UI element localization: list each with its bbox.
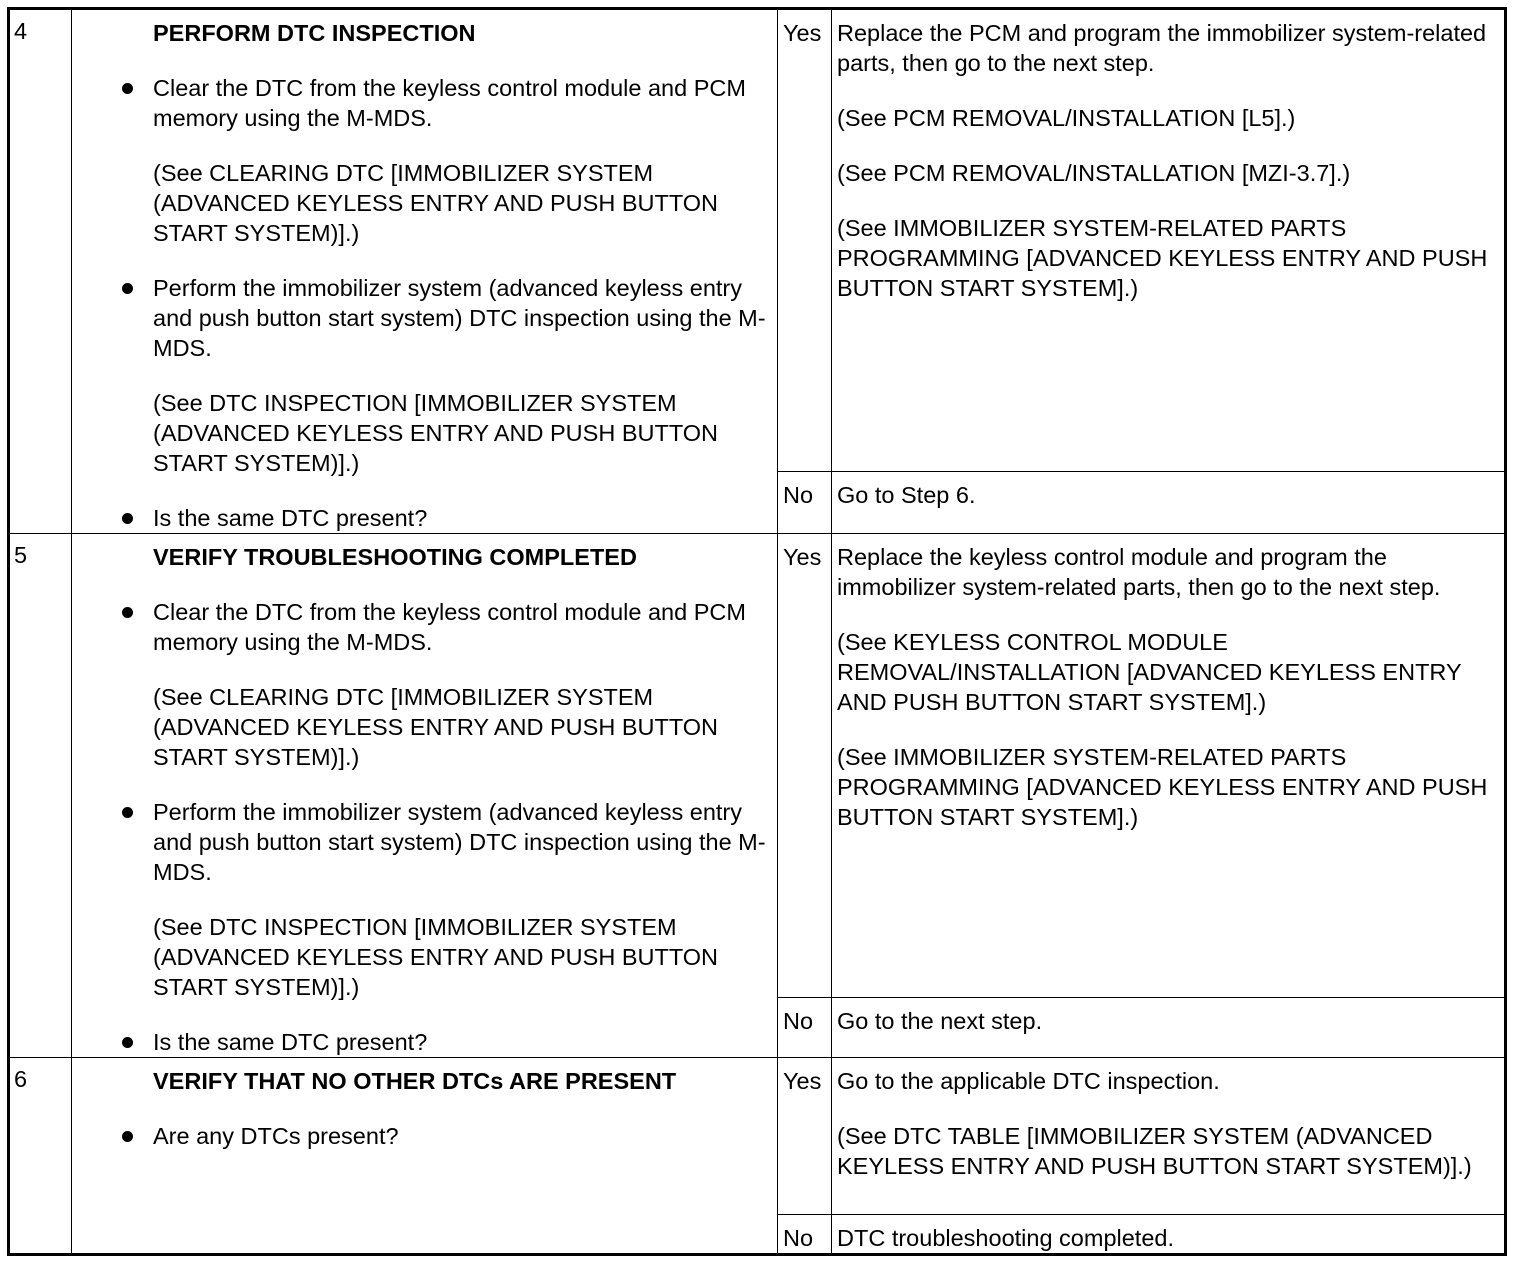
reference-link[interactable]: (See IMMOBILIZER SYSTEM-RELATED PARTS PROGRAMMING [ADVANCED KEYLESS ENTRY AND PUSH BUTTON START SYSTEM].) xyxy=(837,215,1488,301)
step-heading: VERIFY THAT NO OTHER DTCs ARE PRESENT xyxy=(153,1068,677,1094)
result-instruction: Go to the applicable DTC inspection. xyxy=(837,1068,1220,1094)
step-heading: PERFORM DTC INSPECTION xyxy=(153,20,476,46)
step-question: Is the same DTC present? xyxy=(153,503,767,533)
bullet-item: Clear the DTC from the keyless control module and PCM memory using the M-MDS. xyxy=(153,597,767,657)
step-6-row xyxy=(9,1058,1506,1215)
bullet-item: Clear the DTC from the keyless control module and PCM memory using the M-MDS. xyxy=(153,73,767,133)
yes-result xyxy=(832,1058,1506,1215)
yes-result xyxy=(832,9,1506,472)
yes-label: Yes xyxy=(778,534,832,998)
result-instruction: Replace the keyless control module and program the immobilizer system-related parts, then go to the next step. xyxy=(837,544,1441,600)
no-label: No xyxy=(778,472,832,534)
reference-link[interactable]: (See DTC INSPECTION [IMMOBILIZER SYSTEM (ADVANCED KEYLESS ENTRY AND PUSH BUTTON START SYSTEM)].) xyxy=(153,390,719,476)
step-action-cell xyxy=(72,534,778,1058)
no-label: No xyxy=(778,1215,832,1255)
diagnostic-procedure-table xyxy=(7,7,1507,1256)
step-heading: VERIFY TROUBLESHOOTING COMPLETED xyxy=(153,544,637,570)
reference-link[interactable]: (See PCM REMOVAL/INSTALLATION [MZI-3.7].) xyxy=(837,160,1351,186)
step-number: 6 xyxy=(9,1058,72,1255)
bullet-item: Perform the immobilizer system (advanced keyless entry and push button start system) DTC inspection using the M-MDS. xyxy=(153,275,766,361)
no-result: Go to the next step. xyxy=(832,998,1506,1058)
reference-link[interactable]: (See CLEARING DTC [IMMOBILIZER SYSTEM (ADVANCED KEYLESS ENTRY AND PUSH BUTTON START SYSTEM)].) xyxy=(153,160,719,246)
bullet-item: Perform the immobilizer system (advanced keyless entry and push button start system) DTC inspection using the M-MDS. xyxy=(153,799,766,885)
yes-label: Yes xyxy=(778,9,832,472)
step-question: Are any DTCs present? xyxy=(153,1121,767,1151)
result-instruction: Replace the PCM and program the immobilizer system-related parts, then go to the next step. xyxy=(837,20,1487,76)
reference-link[interactable]: (See IMMOBILIZER SYSTEM-RELATED PARTS PROGRAMMING [ADVANCED KEYLESS ENTRY AND PUSH BUTTON START SYSTEM].) xyxy=(837,744,1488,830)
step-5-row xyxy=(9,534,1506,998)
no-result: Go to Step 6. xyxy=(832,472,1506,534)
no-label: No xyxy=(778,998,832,1058)
step-action-cell xyxy=(72,9,778,534)
reference-link[interactable]: (See CLEARING DTC [IMMOBILIZER SYSTEM (ADVANCED KEYLESS ENTRY AND PUSH BUTTON START SYSTEM)].) xyxy=(153,684,719,770)
reference-link[interactable]: (See DTC INSPECTION [IMMOBILIZER SYSTEM (ADVANCED KEYLESS ENTRY AND PUSH BUTTON START SYSTEM)].) xyxy=(153,914,719,1000)
step-4-row xyxy=(9,9,1506,472)
reference-link[interactable]: (See KEYLESS CONTROL MODULE REMOVAL/INSTALLATION [ADVANCED KEYLESS ENTRY AND PUSH BUTTON START SYSTEM].) xyxy=(837,629,1462,715)
no-result: DTC troubleshooting completed. xyxy=(832,1215,1506,1255)
reference-link[interactable]: (See PCM REMOVAL/INSTALLATION [L5].) xyxy=(837,105,1296,131)
step-action-cell xyxy=(72,1058,778,1255)
reference-link[interactable]: (See DTC TABLE [IMMOBILIZER SYSTEM (ADVANCED KEYLESS ENTRY AND PUSH BUTTON START SYSTEM)].) xyxy=(837,1123,1472,1179)
step-question: Is the same DTC present? xyxy=(153,1027,767,1057)
step-number: 5 xyxy=(9,534,72,1058)
yes-label: Yes xyxy=(778,1058,832,1215)
step-number: 4 xyxy=(9,9,72,534)
yes-result xyxy=(832,534,1506,998)
